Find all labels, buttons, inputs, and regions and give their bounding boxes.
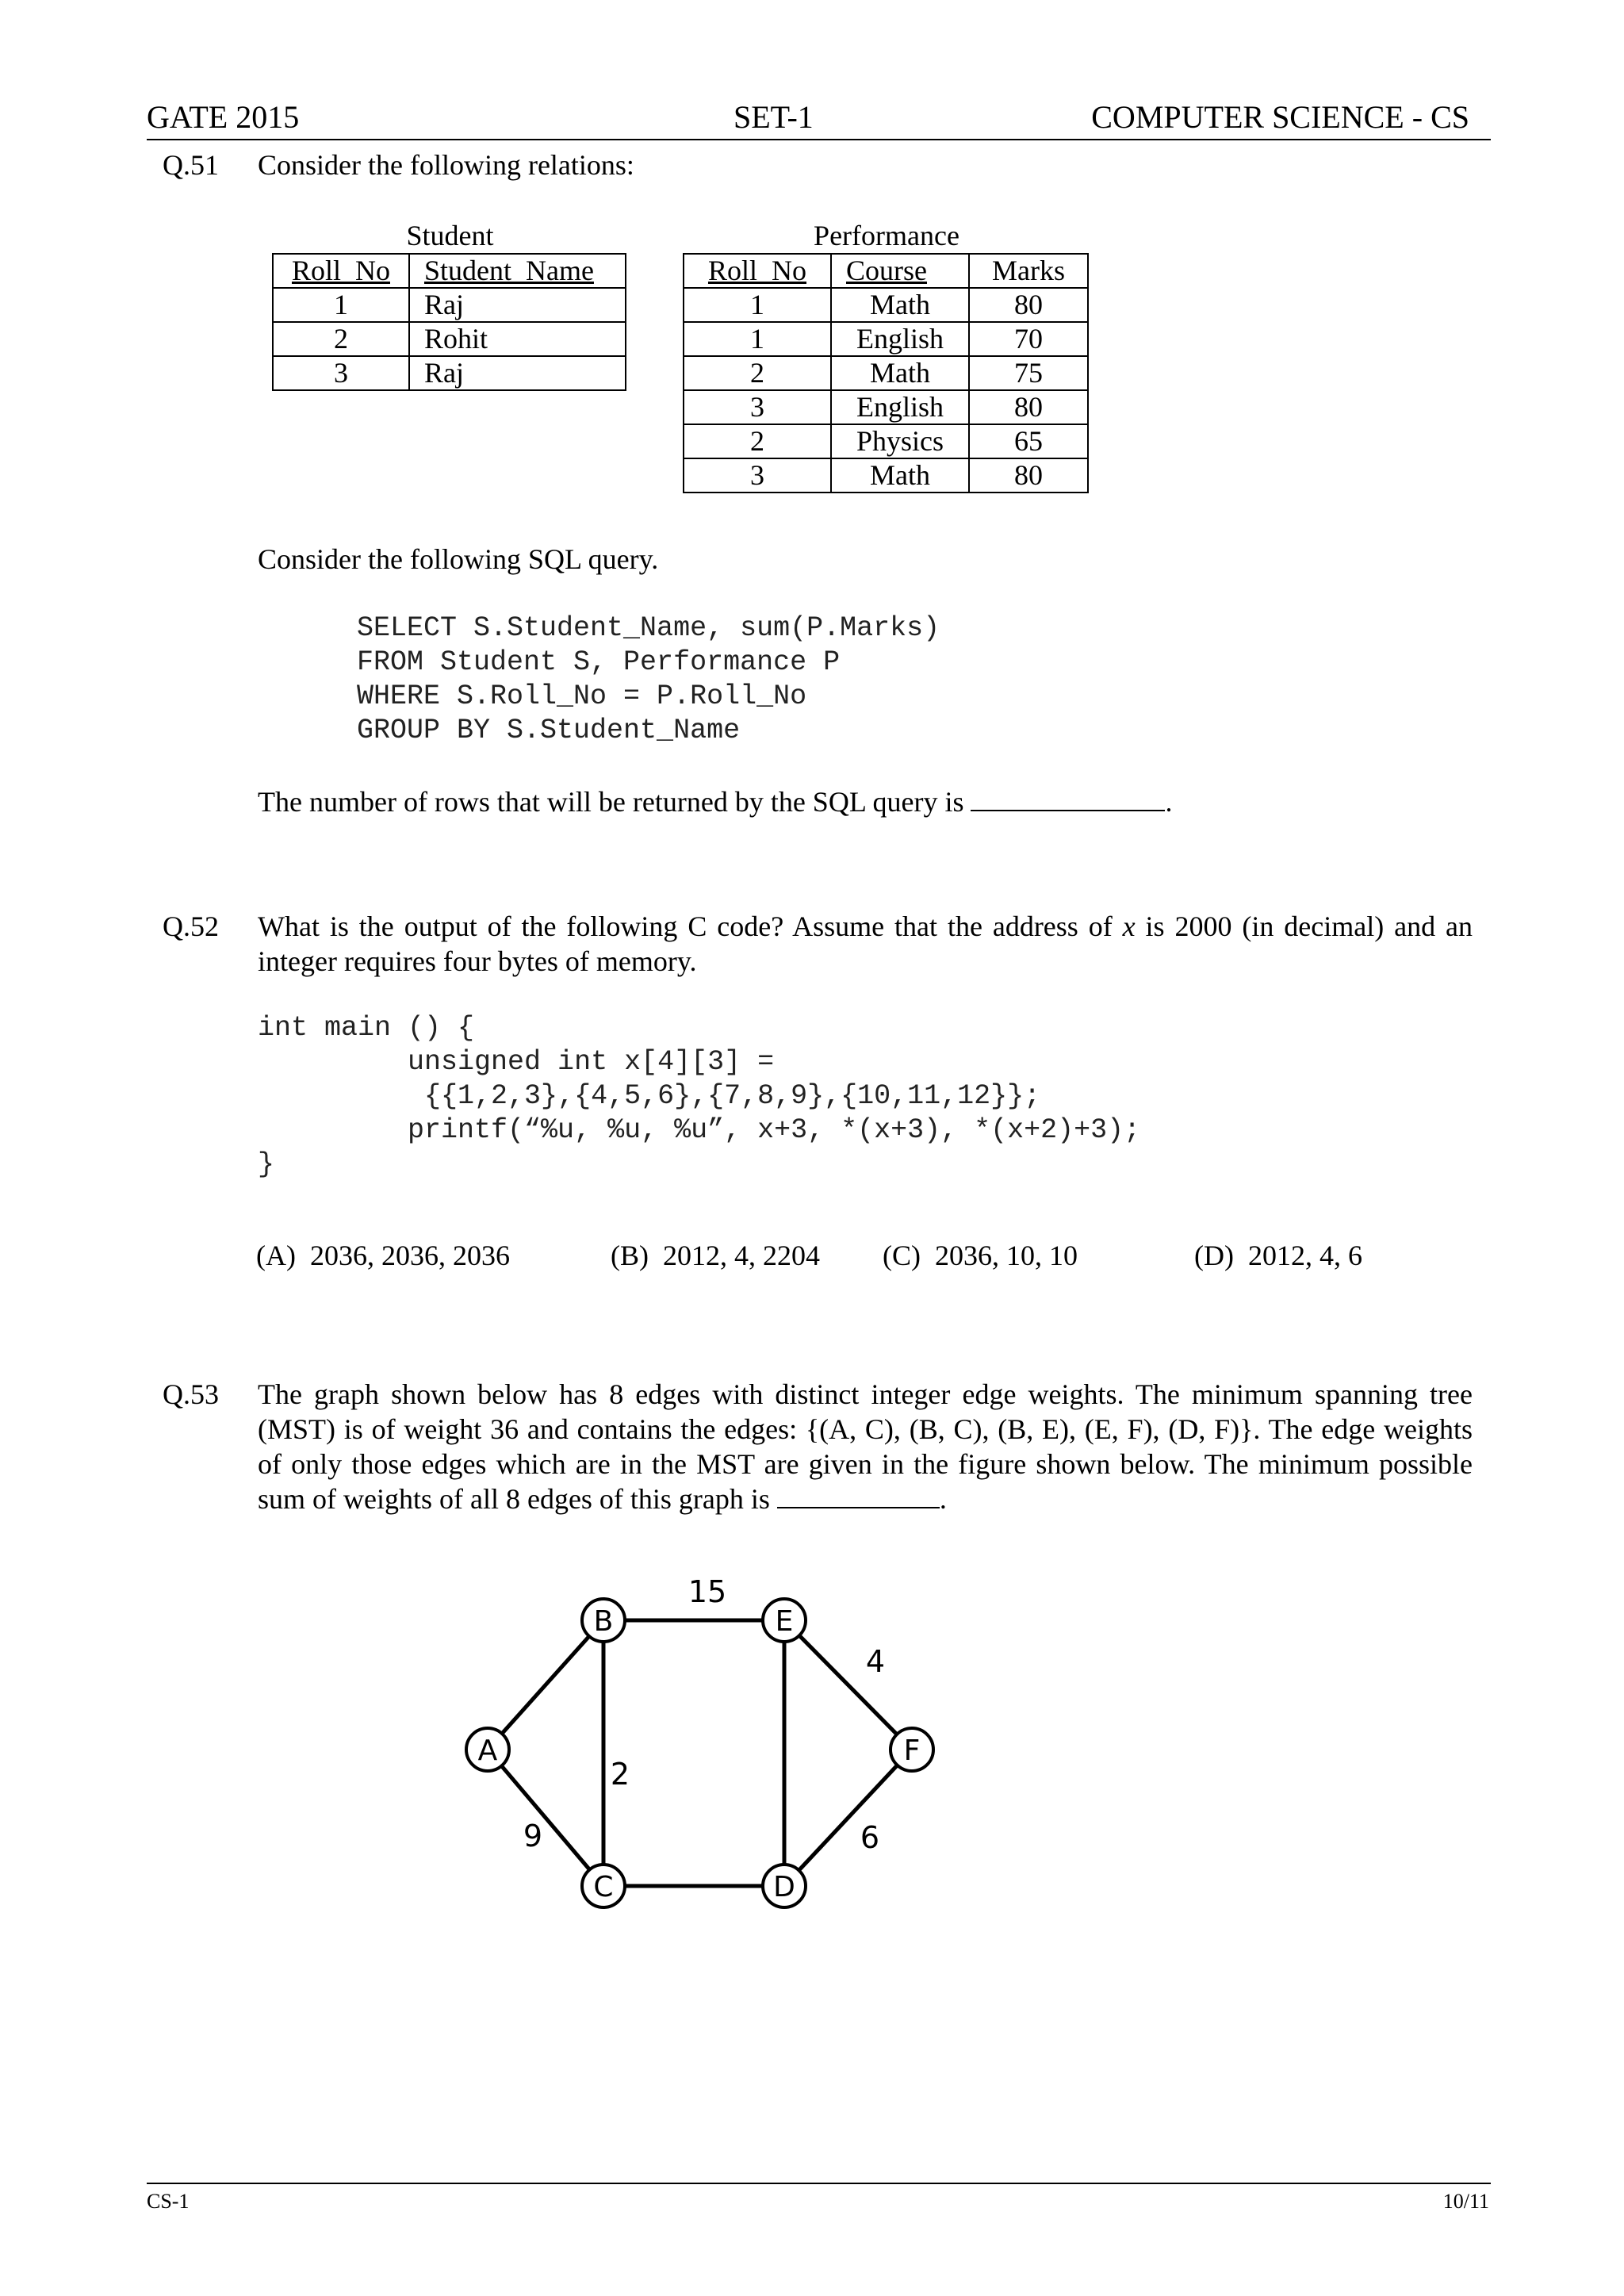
table-row	[684, 458, 1088, 493]
column-header: Course	[831, 254, 969, 288]
table-row	[684, 356, 1088, 390]
table-cell: Physics	[831, 424, 969, 458]
q51-question: The number of rows that will be returned by the SQL query is .	[258, 786, 1173, 818]
table-cell: Rohit	[409, 322, 626, 356]
header-rule	[147, 139, 1491, 140]
svg-text:E: E	[775, 1605, 794, 1638]
table-cell: Math	[831, 288, 969, 322]
svg-text:A: A	[477, 1734, 498, 1767]
mst-graph-figure	[444, 1554, 952, 1935]
header-exam: GATE 2015	[147, 99, 300, 135]
svg-text:B: B	[593, 1605, 614, 1638]
column-header: Marks	[969, 254, 1088, 288]
table-cell: 75	[969, 356, 1088, 390]
table-cell: 80	[969, 390, 1088, 424]
table-row	[273, 356, 626, 390]
svg-text:D: D	[773, 1871, 795, 1903]
column-header: Roll_No	[273, 254, 409, 288]
header-subject: COMPUTER SCIENCE - CS	[1091, 99, 1469, 135]
table-header-row	[273, 254, 626, 288]
code-line: printf(“%u, %u, %u”, x+3, *(x+3), *(x+2)+3);	[258, 1114, 1141, 1146]
student-table-caption: Student	[406, 220, 494, 251]
table-row	[273, 322, 626, 356]
edge-weight-df: 6	[860, 1820, 880, 1855]
svg-text:C: C	[593, 1871, 614, 1903]
column-header: Roll_No	[684, 254, 831, 288]
q53-number: Q.53	[163, 1378, 219, 1410]
code-line: {{1,2,3},{4,5,6},{7,8,9},{10,11,12}};	[258, 1080, 1041, 1112]
table-cell: 2	[684, 424, 831, 458]
table-cell: 3	[684, 390, 831, 424]
performance-table	[683, 253, 1089, 493]
q51-sql-code	[357, 611, 940, 748]
code-line: GROUP BY S.Student_Name	[357, 715, 741, 746]
node-a	[466, 1728, 509, 1771]
svg-text:F: F	[903, 1734, 921, 1767]
table-cell: 3	[273, 356, 409, 390]
edge-weight-ef: 4	[865, 1644, 886, 1679]
footer-page-number: 10/11	[1442, 2190, 1489, 2213]
edge-weight-ac: 9	[523, 1819, 543, 1853]
table-cell: 2	[273, 322, 409, 356]
footer-rule	[147, 2183, 1491, 2184]
edge-weight-bc: 2	[610, 1757, 630, 1792]
table-cell: Raj	[409, 356, 626, 390]
table-cell: Math	[831, 356, 969, 390]
q51-number: Q.51	[163, 149, 219, 181]
q52-option-a: (A) 2036, 2036, 2036	[256, 1240, 510, 1271]
q52-option-c: (C) 2036, 10, 10	[883, 1240, 1078, 1271]
edge-a-b	[488, 1620, 603, 1750]
node-b	[582, 1599, 625, 1642]
code-line: FROM Student S, Performance P	[357, 646, 841, 678]
footer-code: CS-1	[147, 2190, 190, 2213]
table-cell: 65	[969, 424, 1088, 458]
edge-e-f	[784, 1620, 912, 1750]
code-line: }	[258, 1148, 275, 1180]
student-table	[272, 253, 626, 391]
table-row	[684, 322, 1088, 356]
node-f	[891, 1728, 933, 1771]
table-cell: 80	[969, 288, 1088, 322]
code-line: unsigned int x[4][3] =	[258, 1046, 775, 1078]
table-cell: 1	[684, 288, 831, 322]
table-cell: 80	[969, 458, 1088, 493]
code-line: SELECT S.Student_Name, sum(P.Marks)	[357, 612, 940, 644]
table-cell: 2	[684, 356, 831, 390]
table-cell: Math	[831, 458, 969, 493]
q51-sql-intro: Consider the following SQL query.	[258, 543, 659, 575]
q53-text: The graph shown below has 8 edges with distinct integer edge weights. The minimum spanning tree (MST) is of weight 36 and contains the edges: {(A, C), (B, C), (B, E), (E, F), (D, F)}. The edge weights of only those edges which are in the MST are given in the figure shown below. The minimum possible sum of weights of all 8 edges of this graph is .	[258, 1378, 1473, 1515]
edge-a-c	[488, 1750, 603, 1886]
edge-d-f	[784, 1750, 912, 1886]
node-e	[763, 1599, 806, 1642]
answer-blank	[971, 786, 1165, 811]
q52-c-code	[258, 1011, 1140, 1182]
table-row	[684, 288, 1088, 322]
header-set: SET-1	[733, 99, 814, 135]
q52-number: Q.52	[163, 910, 219, 942]
answer-blank	[777, 1483, 940, 1508]
table-cell: English	[831, 322, 969, 356]
table-row	[684, 424, 1088, 458]
edge-weight-be: 15	[688, 1574, 727, 1609]
code-line: WHERE S.Roll_No = P.Roll_No	[357, 680, 807, 712]
q52-option-b: (B) 2012, 4, 2204	[611, 1240, 820, 1271]
table-cell: 3	[684, 458, 831, 493]
table-cell: Raj	[409, 288, 626, 322]
code-line: int main () {	[258, 1012, 475, 1044]
q51-intro: Consider the following relations:	[258, 149, 634, 181]
node-d	[763, 1865, 806, 1907]
q52-text: What is the output of the following C code? Assume that the address of x is 2000 (in decimal) and an integer requires four bytes of memory.	[258, 910, 1473, 977]
table-cell: 1	[273, 288, 409, 322]
table-row	[684, 390, 1088, 424]
table-row	[273, 288, 626, 322]
q52-option-d: (D) 2012, 4, 6	[1194, 1240, 1362, 1271]
table-cell: English	[831, 390, 969, 424]
performance-table-caption: Performance	[814, 220, 959, 251]
table-header-row	[684, 254, 1088, 288]
table-cell: 1	[684, 322, 831, 356]
table-cell: 70	[969, 322, 1088, 356]
node-c	[582, 1865, 625, 1907]
column-header: Student_Name	[409, 254, 626, 288]
